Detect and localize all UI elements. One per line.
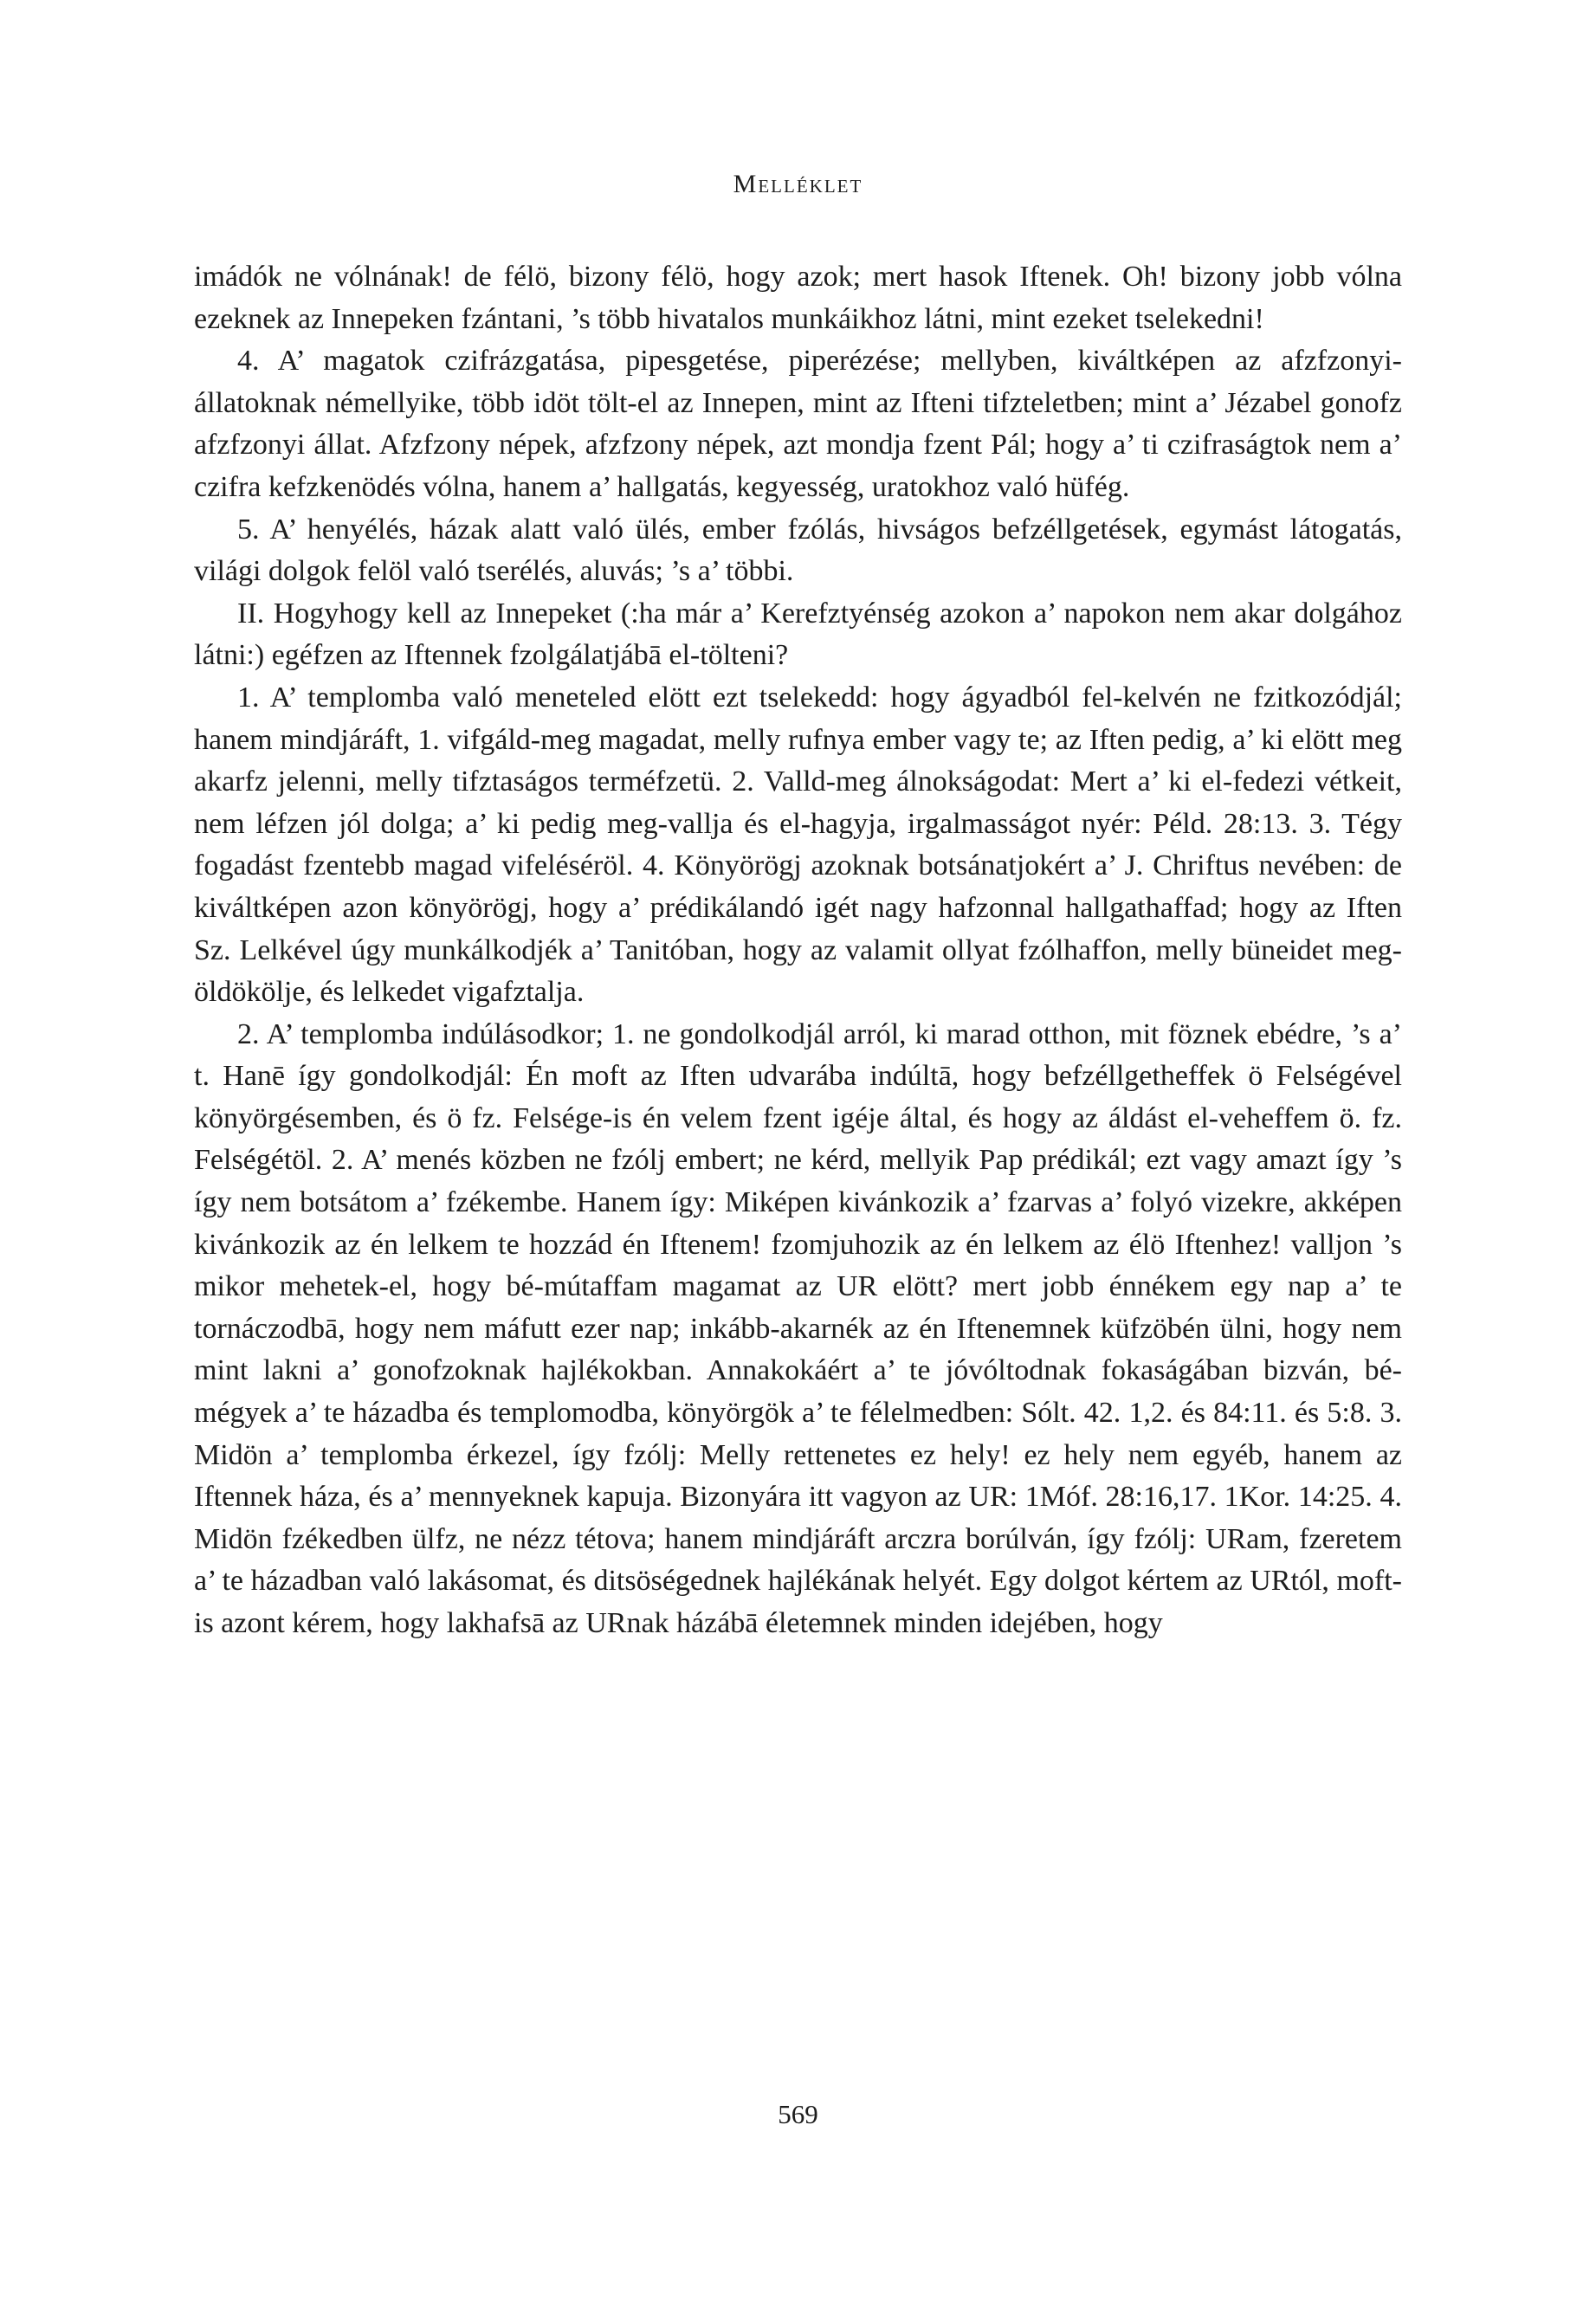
- paragraph-ii-2: 2. A’ templomba indúlásodkor; 1. ne gondolkodjál arról, ki marad otthon, mit föznek ebédre, ’s a’ t. Hanē így gondolkodjál: Én moft az Iften udvarába indúltā, hogy befzéllgetheffek ö Felségével könyörgésemben, és ö fz. Felsége-is én velem fzent igéje által, és hogy az áldást el-veheffem ö. fz. Felségétöl. 2. A’ menés közben ne fzólj embert; ne kérd, mellyik Pap prédikál; ezt vagy amazt így ’s így nem botsátom a’ fzékembe. Hanem így: Miképen kivánkozik a’ fzarvas a’ folyó vizekre, akképen kivánkozik az én lelkem te hozzád én Iftenem! fzomjuhozik az én lelkem az élö Iftenhez! valljon ’s mikor mehetek-el, hogy bé-mútaffam magamat az UR elött? mert jobb énnékem egy nap a’ te tornáczodbā, hogy nem máfutt ezer nap; inkább-akarnék az én Iftenemnek küfzöbén ülni, hogy nem mint lakni a’ gonofzoknak hajlékokban. Annakokáért a’ te jóvóltodnak fokaságában bizván, bé-mégyek a’ te házadba és templomodba, könyörgök a’ te félelmedben: Sólt. 42. 1,2. és 84:11. és 5:8. 3. Midön a’ templomba érkezel, így fzólj: Melly rettenetes ez hely! ez hely nem egyéb, hanem az Iftennek háza, és a’ mennyeknek kapuja. Bizonyára itt vagyon az UR: 1Móf. 28:16,17. 1Kor. 14:25. 4. Midön fzékedben ülfz, ne nézz tétova; hanem mindjáráft arczra borúlván, így fzólj: URam, fzeretem a’ te házadban való lakásomat, és ditsöségednek hajlékának helyét. Egy dolgot kértem az URtól, moft-is azont kérem, hogy lakhafsā az URnak házábā életemnek minden idejében, hogy: [194, 1017, 1402, 1639]
- paragraph-ii-1: 1. A’ templomba való meneteled elött ezt tselekedd: hogy ágyadból fel-kelvén ne fzitkozódjál; hanem mindjáráft, 1. vifgáld-meg magadat, melly rufnya ember vagy te; az Iften pedig, a’ ki elött meg akarfz jelenni, melly tifztaságos terméfzetü. 2. Valld-meg álnokságodat: Mert a’ ki el-fedezi vétkeit, nem léfzen jól dolga; a’ ki pedig meg-vallja és el-hagyja, irgalmasságot nyér: Péld. 28:13. 3. Tégy fogadást fzentebb magad vifeléséröl. 4. Könyörögj azoknak botsánatjokért a’ J. Chriftus nevében: de kiváltképen azon könyörögj, hogy a’ prédikálandó igét nagy hafzonnal hallgathaffad; hogy az Iften Sz. Lelkével úgy munkálkodjék a’ Tanitóban, hogy az valamit ollyat fzólhaffon, melly büneidet meg-öldökölje, és lelkedet vigafztalja.: [194, 681, 1402, 1009]
- body-text: [194, 256, 1402, 1645]
- running-head: Melléklet: [733, 170, 863, 198]
- paragraph-point-4: 4. A’ magatok czifrázgatása, pipesgetése, piperézése; mellyben, kiváltképen az afzfzonyi-állatoknak némellyike, több idöt tölt-el az Innepen, mint az Ifteni tifzteletben; mint a’ Jézabel gonofz afzfzonyi állat. Afzfzony népek, afzfzony népek, azt mondja fzent Pál; hogy a’ ti czifraságtok nem a’ czifra kefzkenödés vólna, hanem a’ hallgatás, kegyesség, uratokhoz való hüfég.: [194, 345, 1402, 503]
- paragraph-section-ii: II. Hogyhogy kell az Innepeket (:ha már a’ Kerefztyénség azokon a’ napokon nem akar dolgához látni:) egéfzen az Iftennek fzolgálatjábā el-tölteni?: [194, 597, 1402, 672]
- paragraph-continuation: imádók ne vólnának! de félö, bizony félö, hogy azok; mert hasok Iftenek. Oh! bizony jobb vólna ezeknek az Innepeken fzántani, ’s több hivatalos munkáikhoz látni, mint ezeket tselekedni!: [194, 261, 1402, 335]
- page-number: 569: [778, 2099, 818, 2129]
- paragraph-point-5: 5. A’ henyélés, házak alatt való ülés, ember fzólás, hivságos befzéllgetések, egymást látogatás, világi dolgok felöl való tserélés, aluvás; ’s a’ többi.: [194, 513, 1402, 588]
